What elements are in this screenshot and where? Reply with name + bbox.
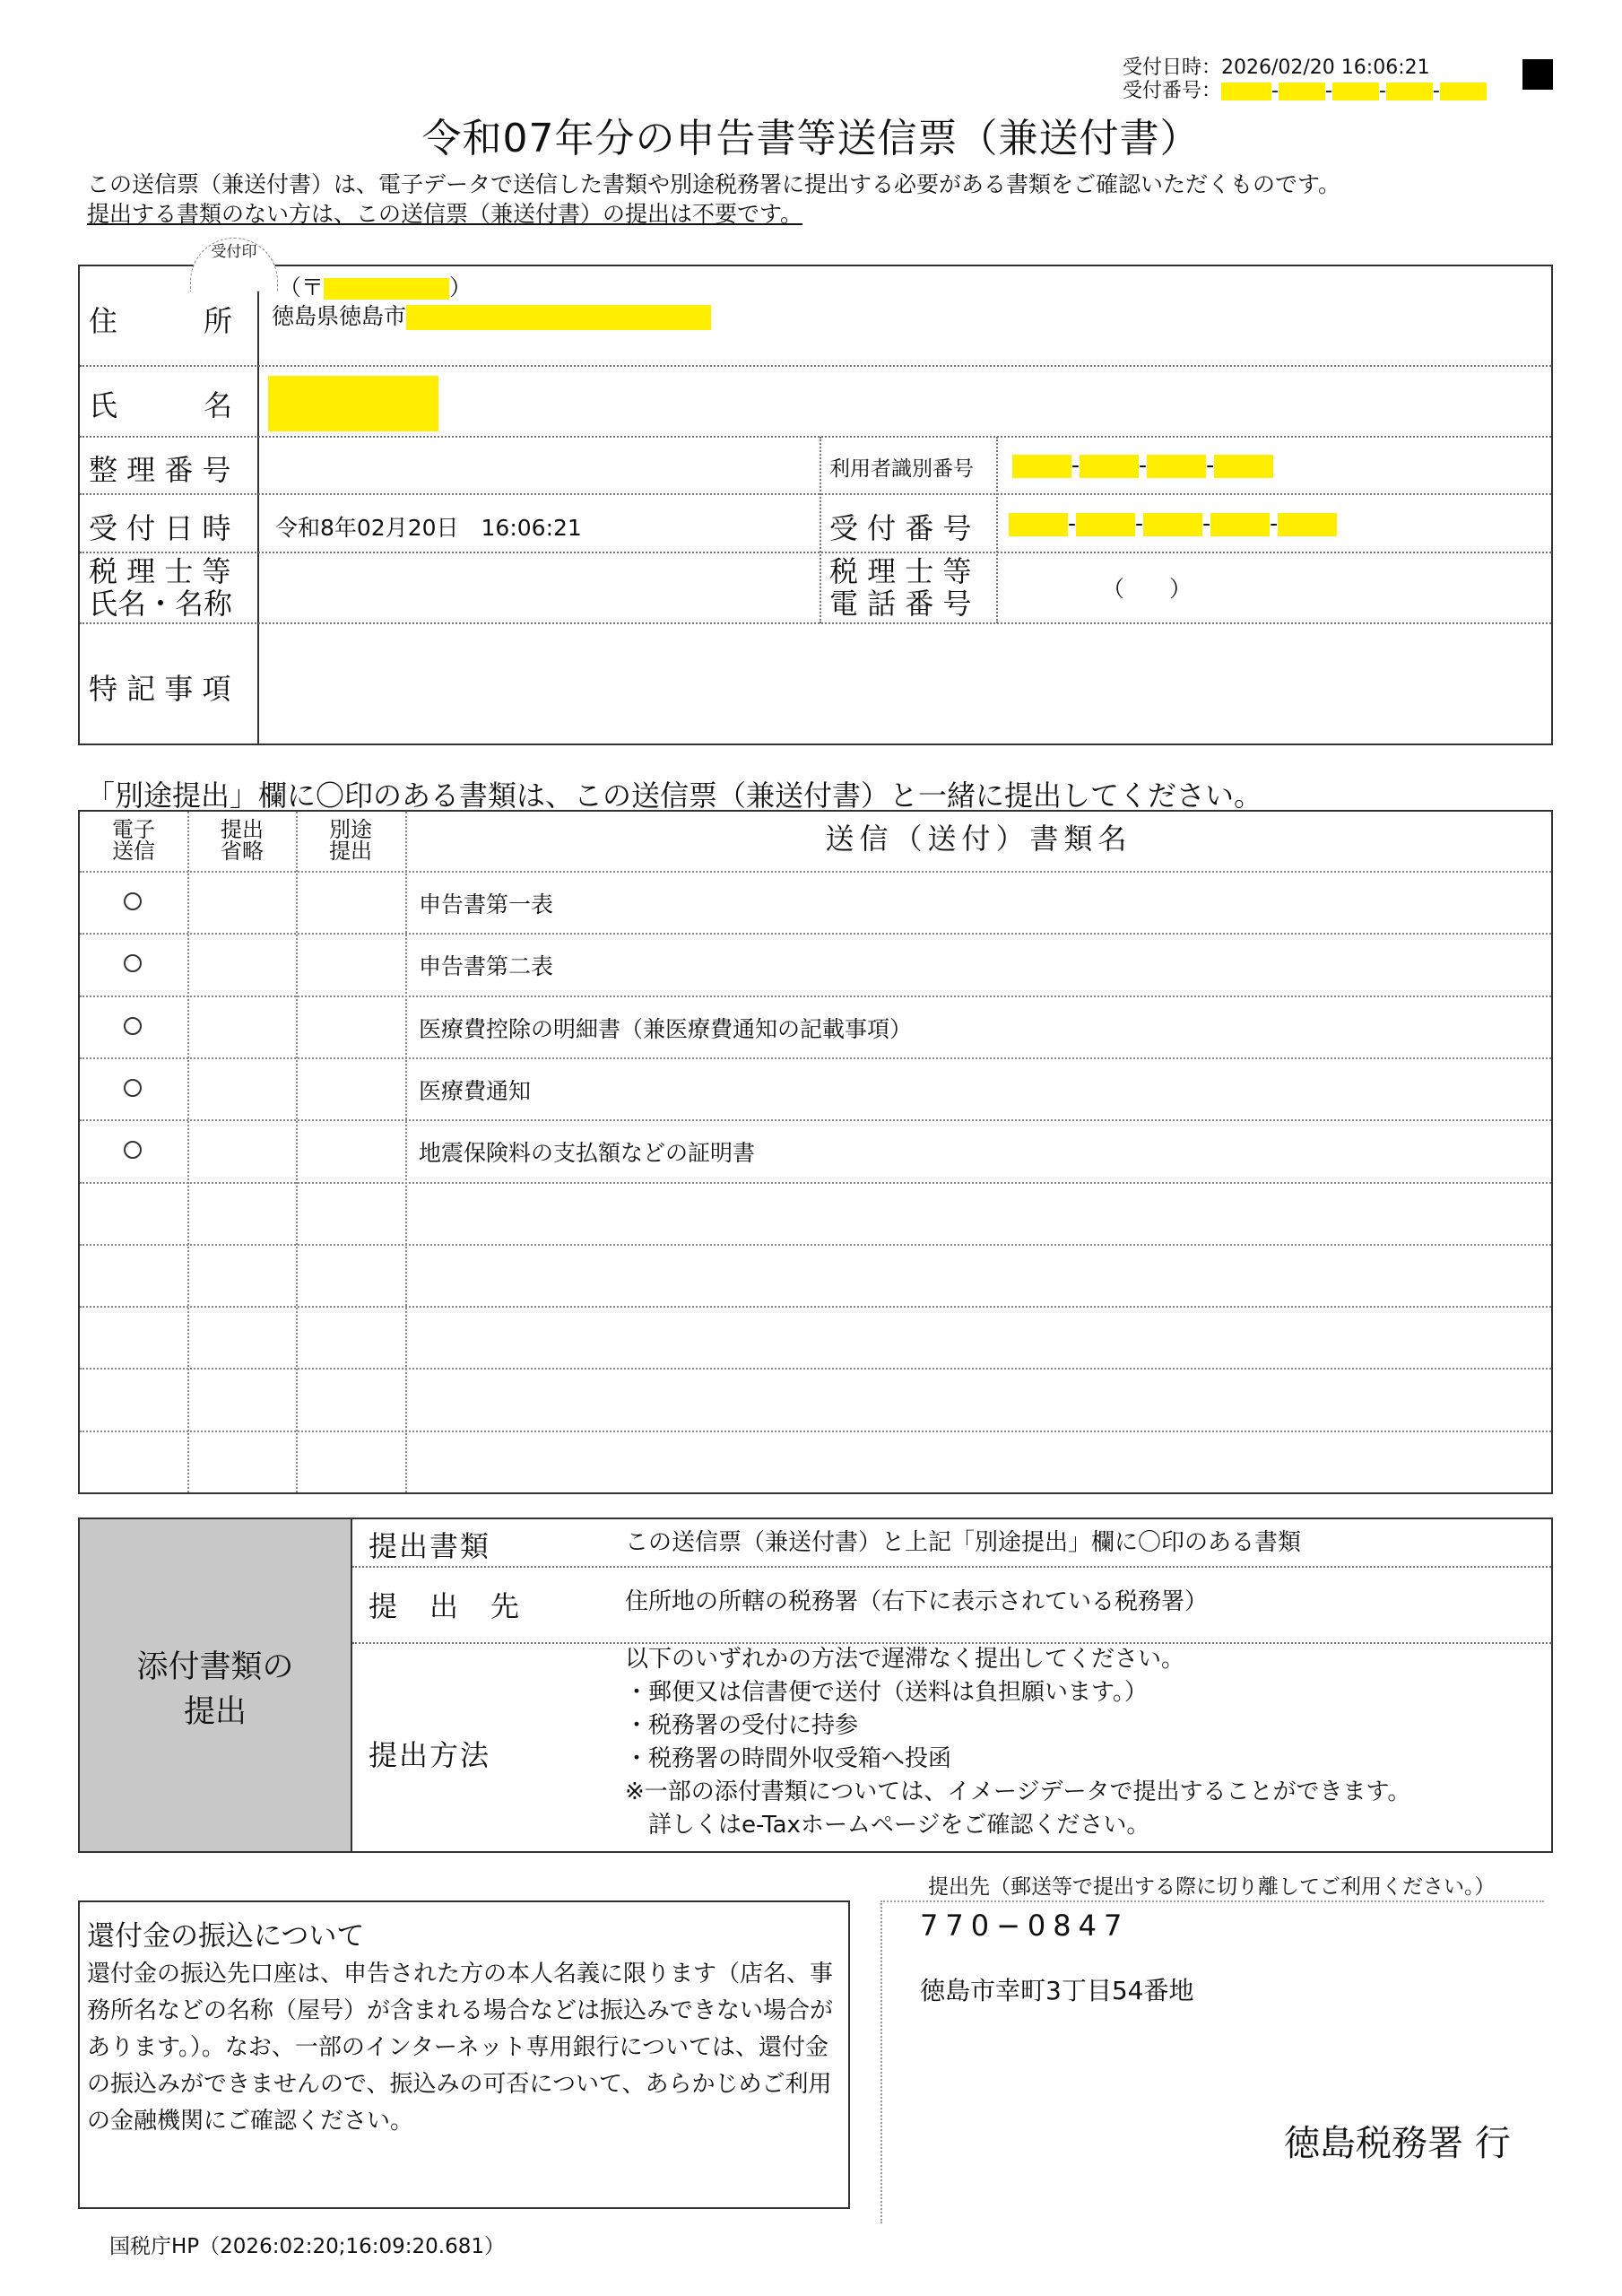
- divider: [80, 436, 1551, 438]
- documents-table: [78, 810, 1553, 1494]
- receipt-no-label: 受 付 番 号: [829, 511, 972, 545]
- divider: [257, 266, 259, 744]
- cut-line: [880, 1900, 882, 2223]
- redaction: [1221, 83, 1271, 100]
- electronic-mark-icon: [124, 1079, 142, 1097]
- dest-label: 提 出 先: [369, 1589, 522, 1623]
- redaction: [1386, 83, 1433, 100]
- divider: [820, 437, 821, 623]
- documents-heading: 「別途提出」欄に〇印のある書類は、この送信票（兼送付書）と一緒に提出してください。: [86, 778, 1263, 813]
- page-title: 令和07年分の申告書等送信票（兼送付書）: [421, 116, 1201, 161]
- footer-source: 国税庁HP（2026:02:20;16:09:20.681）: [109, 2235, 505, 2258]
- table-row-divider: [80, 1368, 1551, 1370]
- table-row-divider: [80, 933, 1551, 935]
- attachment-box: [78, 1518, 1553, 1853]
- redaction: [1214, 455, 1273, 478]
- attachment-side-panel: [80, 1519, 352, 1851]
- table-row-divider: [80, 1306, 1551, 1308]
- redaction: [1147, 455, 1206, 478]
- slip-office: 徳島税務署 行: [1284, 2123, 1511, 2164]
- table-row-divider: [80, 1431, 1551, 1432]
- slip-address: 徳島市幸町3丁目54番地: [920, 1976, 1194, 2005]
- name-label: 氏 名: [89, 388, 233, 422]
- dest-value: 住所地の所轄の税務署（右下に表示されている税務署）: [625, 1588, 1209, 1615]
- refund-title: 還付金の振込について: [87, 1920, 365, 1952]
- remarks-label: 特 記 事 項: [89, 672, 231, 706]
- redaction: [1012, 455, 1071, 478]
- receipt-number-header: 受付番号： - - - -: [1123, 75, 1487, 103]
- divider: [187, 812, 189, 1492]
- receipt-no-value: - - - -: [1009, 510, 1337, 536]
- redaction: [1278, 513, 1337, 536]
- electronic-mark-icon: [124, 954, 142, 972]
- receipt-datetime: 受付日時：2026/02/20 16:06:21: [1123, 57, 1430, 79]
- table-row-divider: [80, 1119, 1551, 1121]
- col-omitted: 提出 省略: [221, 817, 264, 864]
- col-electronic: 電子 送信: [112, 817, 155, 864]
- tax-phone-value: （ ）: [1102, 576, 1193, 602]
- electronic-mark-icon: [124, 892, 142, 910]
- document-name: 地震保険料の支払額などの証明書: [419, 1140, 756, 1167]
- receipt-date-label: 受 付 日 時: [89, 511, 231, 545]
- table-row-divider: [80, 1244, 1551, 1246]
- redaction: [1076, 513, 1135, 536]
- ref-number-label: 整 理 番 号: [89, 453, 231, 487]
- user-id-label: 利用者識別番号: [829, 457, 974, 481]
- tax-accountant-label: 税 理 士 等 氏名・名称: [89, 554, 233, 621]
- redaction: [1440, 83, 1487, 100]
- postal-code: （〒 ）: [279, 274, 473, 300]
- redaction: [1009, 513, 1068, 536]
- table-row-divider: [80, 871, 1551, 873]
- table-row-divider: [80, 1182, 1551, 1184]
- document-name: 医療費控除の明細書（兼医療費通知の記載事項）: [419, 1015, 913, 1042]
- divider: [296, 812, 298, 1492]
- electronic-mark-icon: [124, 1141, 142, 1159]
- divider: [80, 365, 1551, 367]
- marker-square: [1522, 59, 1553, 90]
- document-name: 医療費通知: [419, 1077, 532, 1104]
- attachment-side-label: 添付書類の 提出: [136, 1649, 294, 1730]
- divider: [80, 622, 1551, 624]
- slip-zip: 770−0847: [920, 1909, 1130, 1943]
- receipt-date-value: 令和8年02月20日 16:06:21: [275, 515, 582, 541]
- divider: [405, 812, 407, 1492]
- divider: [80, 493, 1551, 495]
- redaction: [1210, 513, 1270, 536]
- method-label: 提出方法: [369, 1738, 491, 1772]
- refund-body: 還付金の振込先口座は、申告された方の本人名義に限ります（店名、事務所名などの名称（屋号）が含まれる場合などは振込みできない場合があります。）。なお、一部のインターネット専用銀行については、還付金の振込みができませんので、振込みの可否について、あらかじめご利用の金融機関にご確認ください。: [87, 1961, 834, 2135]
- table-row-divider: [80, 996, 1551, 997]
- table-row-divider: [80, 1057, 1551, 1059]
- address-value: 徳島県徳島市: [272, 299, 711, 331]
- intro-note: 提出する書類のない方は、この送信票（兼送付書）の提出は不要です。: [87, 201, 803, 227]
- docs-value: この送信票（兼送付書）と上記「別途提出」欄に〇印のある書類: [625, 1529, 1302, 1556]
- redaction: [1143, 513, 1202, 536]
- col-document-name: 送信（送付）書類名: [825, 822, 1132, 856]
- name-redaction: [268, 376, 438, 431]
- slip-caption: 提出先（郵送等で提出する際に切り離してご利用ください。）: [928, 1875, 1496, 1899]
- method-value: 以下のいずれかの方法で遅滞なく提出してください。 ・郵便又は信書便で送付（送料は負担願います。） ・税務署の受付に持参 ・税務署の時間外収受箱へ投函 ※一部の添付書類については、イメージデータで提出することができます。 詳しくはe-Taxホームページをご確認ください。: [625, 1646, 1411, 1839]
- redaction: [1332, 83, 1379, 100]
- divider: [80, 552, 1551, 553]
- document-name: 申告書第一表: [419, 891, 554, 918]
- redaction: [324, 278, 449, 300]
- address-label: 住 所: [89, 304, 233, 338]
- redaction: [406, 305, 711, 330]
- cut-line: [880, 1900, 1544, 1902]
- redaction: [1080, 455, 1139, 478]
- document-name: 申告書第二表: [419, 953, 554, 980]
- intro-text: この送信票（兼送付書）は、電子データで送信した書類や別途税務署に提出する必要がある書類をご確認いただくものです。: [87, 171, 1341, 197]
- docs-label: 提出書類: [369, 1529, 491, 1563]
- col-separate: 別途 提出: [329, 817, 372, 864]
- refund-box: [78, 1900, 850, 2209]
- tax-phone-label: 税 理 士 等 電 話 番 号: [829, 554, 972, 621]
- electronic-mark-icon: [124, 1017, 142, 1035]
- redaction: [1279, 83, 1325, 100]
- receipt-stamp: 受付印: [190, 238, 278, 291]
- user-id-value: - - -: [1012, 452, 1273, 478]
- divider: [352, 1566, 1551, 1568]
- divider: [996, 437, 998, 623]
- info-table: [78, 265, 1553, 745]
